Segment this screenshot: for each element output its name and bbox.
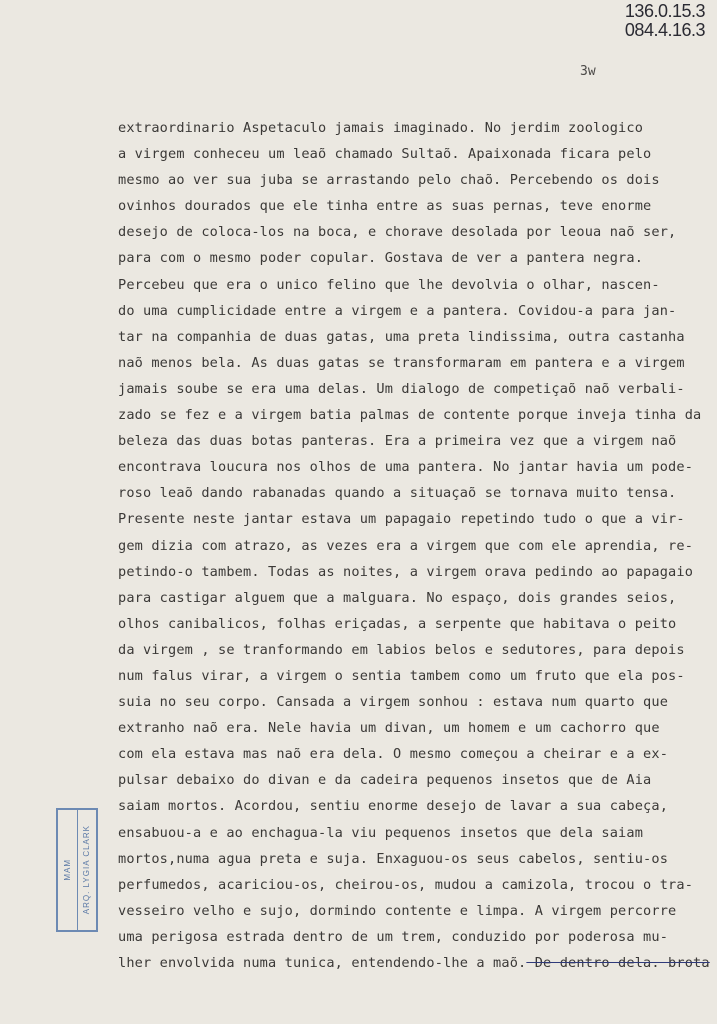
text-line-content: num falus virar, a virgem o sentia tambem como um fruto que ela pos-	[118, 667, 685, 684]
text-line-content: extranho naõ era. Nele havia um divan, um homem e um cachorro que	[118, 720, 660, 737]
text-line-content: perfumedos, acariciou-os, cheirou-os, mudou a camizola, trocou o tra-	[118, 876, 694, 893]
text-line-content: gem dizia com atrazo, as vezes era a virgem que com ele aprendia, re-	[118, 537, 694, 554]
text-line-content: roso leaõ dando rabanadas quando a situaçaõ se tornava muito tensa.	[118, 485, 677, 502]
archive-code-1: 136.0.15.3	[624, 1, 705, 21]
text-line	[118, 248, 678, 274]
text-line-content: ovinhos dourados que ele tinha entre as suas pernas, teve enorme	[118, 198, 652, 215]
text-line	[118, 144, 678, 170]
text-line	[118, 953, 710, 979]
text-line-content: jamais soube se era uma delas. Um dialogo de competiçaõ naõ verbali-	[118, 380, 685, 397]
text-line	[118, 875, 694, 901]
text-line-content: suia no seu corpo. Cansada a virgem sonhou : estava num quarto que	[118, 694, 669, 711]
text-line	[118, 222, 678, 248]
text-line	[118, 901, 678, 927]
typed-text-body	[118, 118, 710, 979]
text-line-content: ensabuou-a e ao enchagua-la viu pequenos insetos que dela saiam	[118, 824, 644, 841]
text-line	[118, 509, 685, 535]
text-line-content: encontrava loucura nos olhos de uma pantera. No jantar havia um pode-	[118, 459, 694, 476]
archive-code-2: 084.4.16.3	[624, 20, 705, 40]
text-line-content: saiam mortos. Acordou, sentiu enorme desejo de lavar a sua cabeça,	[118, 798, 669, 815]
text-line-content: mesmo ao ver sua juba se arrastando pelo chaõ. Percebendo os dois	[118, 172, 660, 189]
text-line-content: uma perigosa estrada dentro de um trem, conduzido por poderosa mu-	[118, 928, 669, 945]
text-line	[118, 692, 678, 718]
struck-text: De dentro dela. brota	[526, 955, 710, 971]
text-line-content: beleza das duas botas panteras. Era a primeira vez que a virgem naõ	[118, 433, 677, 450]
text-line-content: da virgem , se tranformando em labios belos e sedutores, para depois	[118, 641, 685, 658]
text-line-content: naõ menos bela. As duas gatas se transformaram em pantera e a virgem	[118, 354, 685, 371]
text-line	[118, 196, 678, 222]
text-line-content: pulsar debaixo do divan e da cadeira pequenos insetos que de Aia	[118, 772, 652, 789]
archive-codes	[625, 2, 705, 40]
text-line	[118, 457, 694, 483]
text-line-content: extraordinario Aspetaculo jamais imaginado. No jerdim zoologico	[118, 120, 644, 136]
text-line	[118, 614, 678, 640]
text-line-content: lher envolvida numa tunica, entendendo-lhe a maõ.	[118, 955, 527, 971]
text-line	[118, 744, 678, 770]
text-line-content: a virgem conheceu um leaõ chamado Sultaõ. Apaixonada ficara pelo	[118, 146, 652, 163]
text-line-content: Presente neste jantar estava um papagaio repetindo tudo o que a vir-	[118, 511, 685, 528]
text-line-content: com ela estava mas naõ era dela. O mesmo começou a cheirar e a ex-	[118, 746, 669, 763]
text-line-content: mortos,numa agua preta e suja. Enxaguou-os seus cabelos, sentiu-os	[118, 850, 669, 867]
text-line-content: petindo-o tambem. Todas as noites, a virgem orava pedindo ao papagaio	[118, 563, 694, 580]
text-line	[118, 275, 678, 301]
text-line	[118, 118, 678, 144]
text-line	[118, 536, 694, 562]
text-line-content: vesseiro velho e sujo, dormindo contente e limpa. A virgem percorre	[118, 902, 677, 919]
text-line	[118, 927, 678, 953]
text-line	[118, 405, 702, 431]
text-line-content: olhos canibalicos, folhas eriçadas, a serpente que habitava o peito	[118, 615, 677, 632]
text-line-content: zado se fez e a virgem batia palmas de contente porque inveja tinha da	[118, 407, 702, 424]
page-number: 3w	[580, 64, 596, 79]
text-line	[118, 379, 685, 405]
text-line-content: para com o mesmo poder copular. Gostava de ver a pantera negra.	[118, 250, 644, 267]
archive-stamp	[56, 808, 98, 932]
text-line	[118, 431, 678, 457]
text-line	[118, 796, 678, 822]
text-line	[118, 170, 678, 196]
text-line	[118, 666, 685, 692]
text-line	[118, 562, 694, 588]
text-line	[118, 588, 678, 614]
text-line-content: tar na companhia de duas gatas, uma preta lindissima, outra castanha	[118, 328, 685, 345]
text-line	[118, 327, 685, 353]
text-line	[118, 640, 685, 666]
text-line-content: para castigar alguem que a malguara. No espaço, dois grandes seios,	[118, 589, 677, 606]
stamp-line-1: MAM	[62, 859, 72, 881]
text-line	[118, 718, 678, 744]
text-line-content: do uma cumplicidade entre a virgem e a pantera. Covidou-a para jan-	[118, 302, 677, 319]
text-line-content: desejo de coloca-los na boca, e chorave desolada por leoua naõ ser,	[118, 224, 677, 241]
stamp-line-2: ARQ. LYGIA CLARK	[82, 825, 92, 915]
text-line	[118, 823, 678, 849]
text-line	[118, 301, 678, 327]
text-line	[118, 483, 678, 509]
text-line	[118, 849, 678, 875]
text-line-content: Percebeu que era o unico felino que lhe devolvia o olhar, nascen-	[118, 276, 660, 293]
text-line	[118, 770, 678, 796]
text-line	[118, 353, 685, 379]
